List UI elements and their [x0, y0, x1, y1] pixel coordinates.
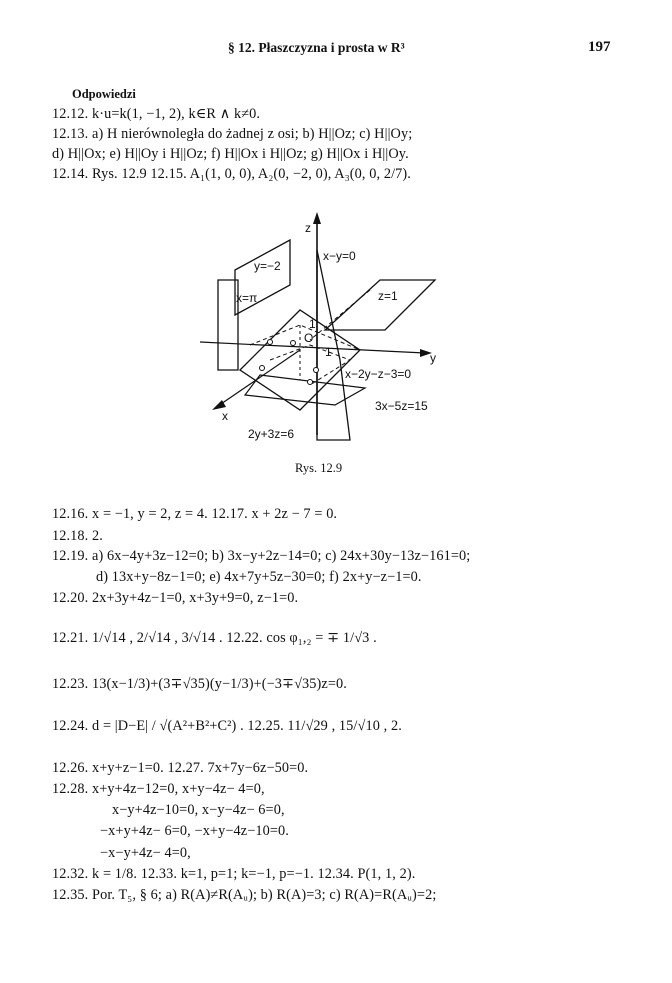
plane-z-1 [325, 280, 435, 330]
answer-12-28-row4: −x−y+4z− 4=0, [100, 845, 191, 861]
answer-12-19: 12.19. a) 6x−4y+3z−12=0; b) 3x−y+2z−14=0; c) 24x+30y−13z−161=0; [52, 548, 471, 564]
answer-12-32-34: 12.32. k = 1/8. 12.33. k=1, p=1; k=−1, p=−1. 12.34. P(1, 1, 2). [52, 866, 416, 882]
answer-12-24-25: 12.24. d = |D−E| / √(A²+B²+C²) . 12.25. 11/√29 , 15/√10 , 2. [52, 718, 402, 734]
label-plane-x: x=π [236, 291, 258, 305]
answer-12-23: 12.23. 13(x−1/3)+(3∓√35)(y−1/3)+(−3∓√35)z=0. [52, 676, 347, 692]
figure-12-9 [200, 210, 450, 450]
answer-12-12: 12.12. k·u=k(1, −1, 2), k∈R ∧ k≠0. [52, 106, 261, 122]
plane-x-minus-y [317, 250, 350, 440]
label-plane-a: x−2y−z−3=0 [345, 367, 412, 381]
page-number: 197 [588, 39, 611, 55]
label-z-axis: z [305, 221, 311, 235]
point-5 [314, 368, 319, 373]
label-plane-xy: x−y=0 [323, 249, 356, 263]
answer-12-21-22: 12.21. 1/√14 , 2/√14 , 3/√14 . 12.22. cos φ₁,₂ = ∓ 1/√3 . [52, 630, 377, 646]
answer-12-26-27: 12.26. x+y+z−1=0. 12.27. 7x+7y−6z−50=0. [52, 760, 309, 776]
label-origin: O [304, 331, 314, 345]
label-y-axis: y [430, 351, 436, 365]
answer-12-28: 12.28. x+y+4z−12=0, x+y−4z− 4=0, [52, 781, 265, 797]
answer-12-14-15: 12.14. Rys. 12.9 12.15. A₁(1, 0, 0), A₂(0, −2, 0), A₃(0, 0, 2/7). [52, 166, 411, 182]
point-4 [308, 380, 313, 385]
point-2 [291, 341, 296, 346]
answer-12-19-cont: d) 13x+y−8z−1=0; e) 4x+7y+5z−30=0; f) 2x+y−z−1=0. [96, 569, 422, 585]
label-plane-y: y=−2 [254, 259, 281, 273]
running-title: § 12. Płaszczyzna i prosta w R³ [228, 40, 405, 55]
label-plane-c: 2y+3z=6 [248, 427, 295, 441]
label-plane-b: 3x−5z=15 [375, 399, 428, 413]
z-axis-arrow [313, 212, 321, 224]
label-x-axis: x [222, 409, 228, 423]
point-1 [268, 340, 273, 345]
label-tick-z: 1 [309, 317, 316, 331]
answer-12-16-17: 12.16. x = −1, y = 2, z = 4. 12.17. x + 2z − 7 = 0. [52, 506, 338, 522]
answer-12-28-row3: −x+y+4z− 6=0, −x+y−4z−10=0. [100, 823, 289, 839]
label-tick-y: 1 [325, 345, 332, 359]
figure-caption: Rys. 12.9 [295, 461, 343, 475]
answer-12-28-row2: x−y+4z−10=0, x−y−4z− 6=0, [112, 802, 285, 818]
answer-12-18: 12.18. 2. [52, 528, 103, 544]
answer-12-13-cont: d) H||Ox; e) H||Oy i H||Oz; f) H||Ox i H||Oz; g) H||Ox i H||Oy. [52, 146, 409, 162]
answer-12-35: 12.35. Por. T₅, § 6; a) R(A)≠R(Aᵤ); b) R(A)=3; c) R(A)=R(Aᵤ)=2; [52, 887, 437, 903]
answer-12-13: 12.13. a) H nierównoległa do żadnej z osi; b) H||Oz; c) H||Oy; [52, 126, 413, 142]
point-3 [260, 366, 265, 371]
answer-12-20: 12.20. 2x+3y+4z−1=0, x+3y+9=0, z−1=0. [52, 590, 299, 606]
page-header [0, 40, 672, 62]
section-title: Odpowiedzi [72, 87, 136, 101]
label-plane-z: z=1 [378, 289, 398, 303]
